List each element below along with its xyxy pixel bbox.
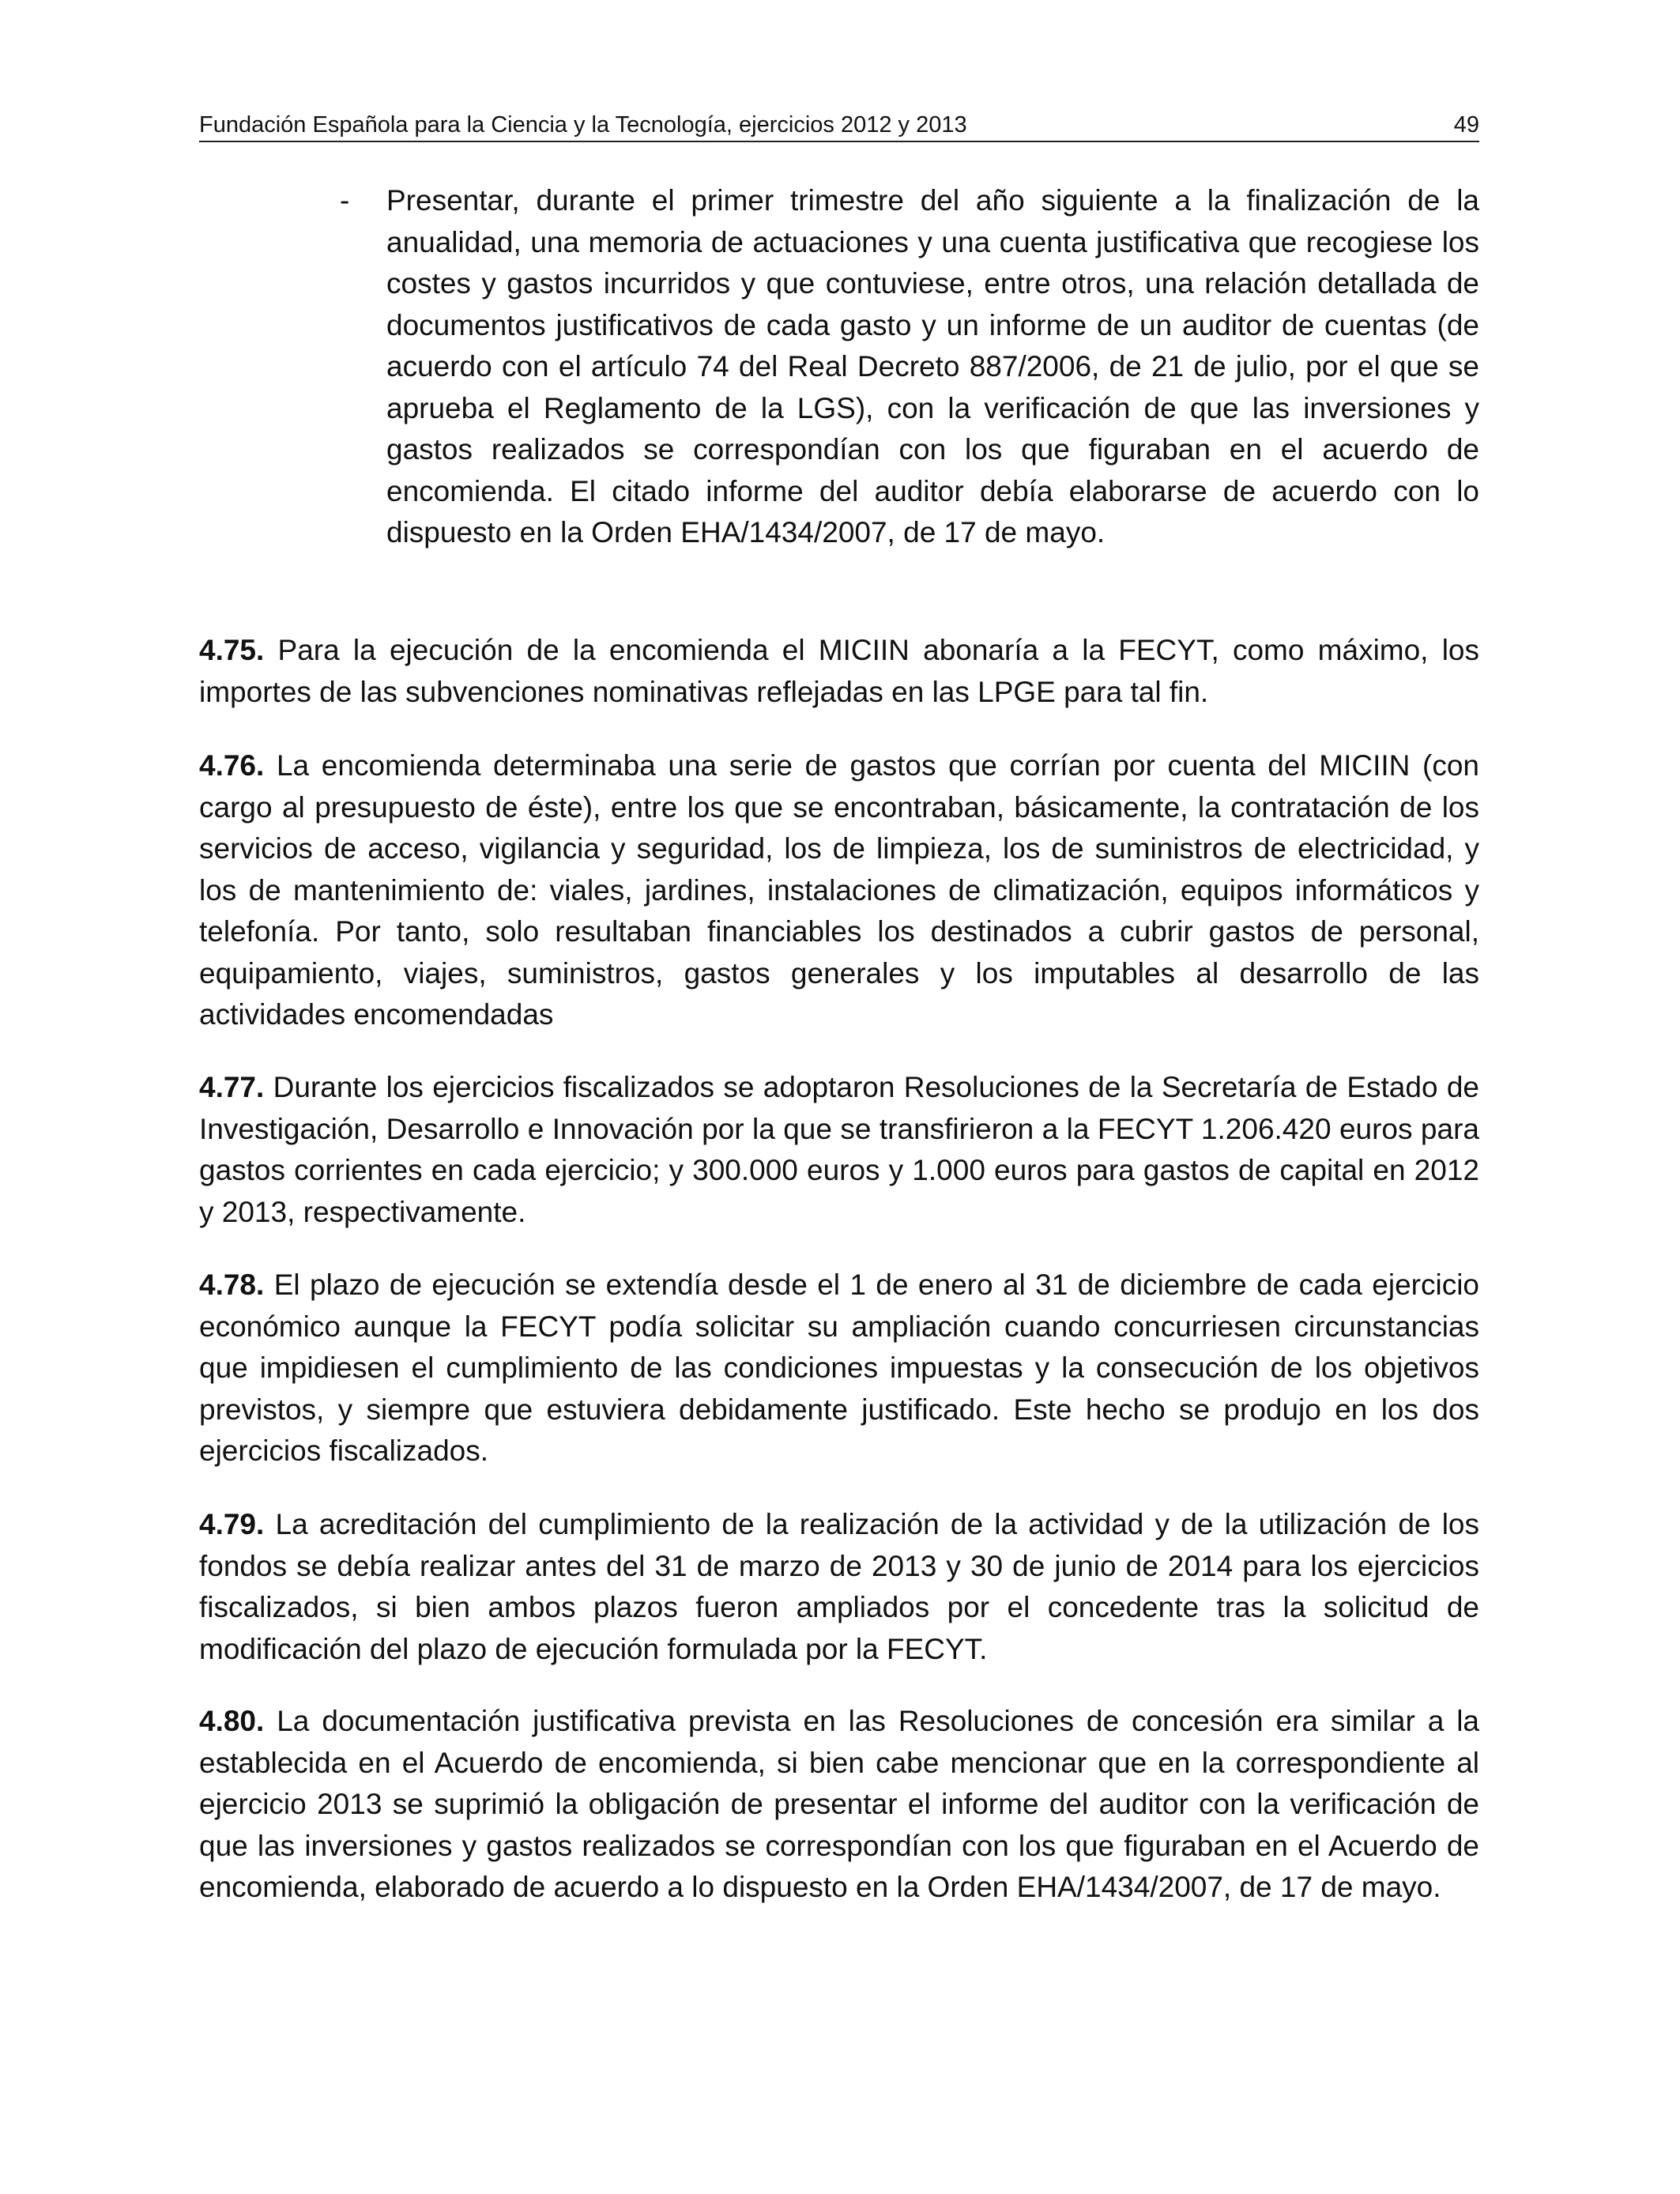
page-number: 49 xyxy=(1453,112,1479,138)
paragraph-4-77 xyxy=(199,1067,1479,1233)
paragraph-text: El plazo de ejecución se extendía desde el 1 de enero al 31 de diciembre de cada ejercicio económico aunque la FECYT podía solicitar su ampliación cuando concurriesen circunstancias que impidiesen el cumplimiento de las condiciones impuestas y la consecución de los objetivos previstos, y siempre que estuviera debidamente justificado. Este hecho se produjo en los dos ejercicios fiscalizados. xyxy=(199,1269,1479,1467)
paragraph-number: 4.80. xyxy=(199,1705,265,1737)
page-header xyxy=(199,111,1479,142)
paragraph-4-79 xyxy=(199,1504,1479,1670)
paragraph-text: La encomienda determinaba una serie de gastos que corrían por cuenta del MICIIN (con cargo al presupuesto de éste), entre los que se encontraban, básicamente, la contratación de los servicios de acceso, vigilancia y seguridad, los de limpieza, los de suministros de electricidad, y los de mantenimiento de: viales, jardines, instalaciones de climatización, equipos informáticos y telefonía. Por tanto, solo resultaban financiables los destinados a cubrir gastos de personal, equipamiento, viajes, suministros, gastos generales y los imputables al desarrollo de las actividades encomendadas xyxy=(199,749,1480,1031)
paragraph-4-80 xyxy=(199,1701,1479,1909)
paragraph-text: Para la ejecución de la encomienda el MICIIN abonaría a la FECYT, como máximo, los importes de las subvenciones nominativas reflejadas en las LPGE para tal fin. xyxy=(199,634,1479,708)
paragraph-number: 4.76. xyxy=(199,749,265,782)
header-title: Fundación Española para la Ciencia y la Tecnología, ejercicios 2012 y 2013 xyxy=(199,112,967,138)
paragraph-text: La acreditación del cumplimiento de la realización de la actividad y de la utilización de los fondos se debía realizar antes del 31 de marzo de 2013 y 30 de junio de 2014 para los ejercicios fiscalizados, si bien ambos plazos fueron ampliados por el concedente tras la solicitud de modificación del plazo de ejecución formulada por la FECYT. xyxy=(199,1508,1480,1665)
paragraph-4-78 xyxy=(199,1265,1479,1472)
paragraph-number: 4.75. xyxy=(199,634,265,666)
paragraph-4-75 xyxy=(199,630,1479,713)
paragraph-number: 4.79. xyxy=(199,1508,265,1540)
paragraph-text: Durante los ejercicios fiscalizados se adoptaron Resoluciones de la Secretaría de Estado de Investigación, Desarrollo e Innovación por la que se transfirieron a la FECYT 1.206.420 euros para gastos corrientes en cada ejercicio; y 300.000 euros y 1.000 euros para gastos de capital en 2012 y 2013, respectivamente. xyxy=(199,1071,1480,1228)
paragraph-4-76 xyxy=(199,745,1479,1036)
paragraph-text: La documentación justificativa prevista en las Resoluciones de concesión era similar a la establecida en el Acuerdo de encomienda, si bien cabe mencionar que en la correspondiente al ejercicio 2013 se suprimió la obligación de presentar el informe del auditor con la verificación de que las inversiones y gastos realizados se correspondían con los que figuraban en el Acuerdo de encomienda, elaborado de acuerdo a lo dispuesto en la Orden EHA/1434/2007, de 17 de mayo. xyxy=(199,1705,1480,1903)
bullet-dash: - xyxy=(340,184,350,217)
paragraph-number: 4.77. xyxy=(199,1071,265,1103)
paragraph-number: 4.78. xyxy=(199,1269,265,1301)
bullet-text: Presentar, durante el primer trimestre del año siguiente a la finalización de la anualidad, una memoria de actuaciones y una cuenta justificativa que recogiese los costes y gastos incurridos y que contuviese, entre otros, una relación detallada de documentos justificativos de cada gasto y un informe de un auditor de cuentas (de acuerdo con el artículo 74 del Real Decreto 887/2006, de 21 de julio, por el que se aprueba el Reglamento de la LGS), con la verificación de que las inversiones y gastos realizados se correspondían con los que figuraban en el acuerdo de encomienda. El citado informe del auditor debía elaborarse de acuerdo con lo dispuesto en la Orden EHA/1434/2007, de 17 de mayo. xyxy=(386,184,1479,548)
